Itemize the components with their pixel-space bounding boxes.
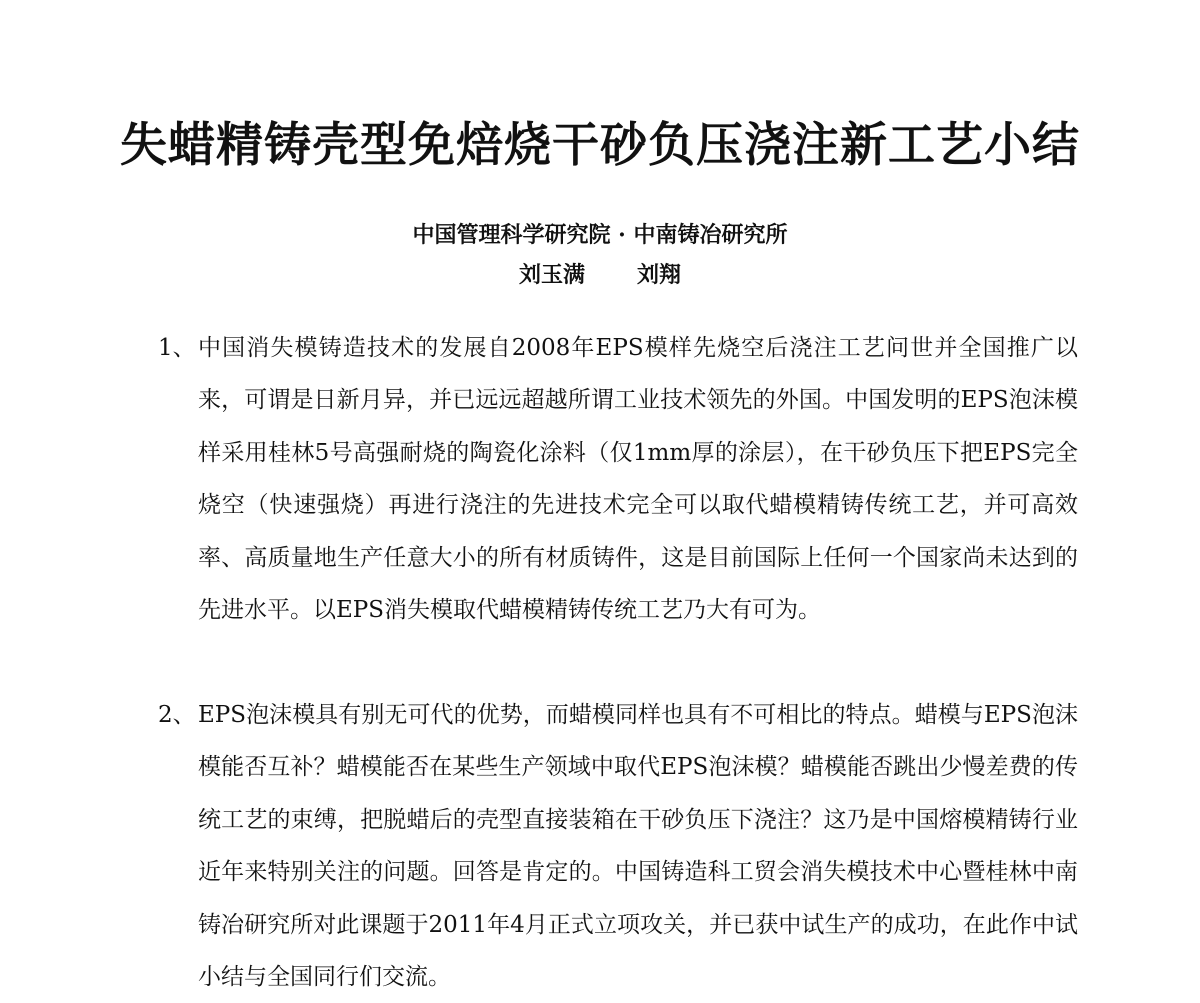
author-affiliation: 中国管理科学研究院 · 中南铸冶研究所 [412, 222, 788, 248]
numbered-paragraph [158, 689, 1078, 1003]
paragraph-number: 1、 [158, 335, 196, 361]
paragraph-number: 2、 [158, 702, 196, 728]
author-names [0, 258, 1200, 289]
paragraph-text: 中国消失模铸造技术的发展自2008年EPS模样先烧空后浇注工艺问世并全国推广以来，可谓是日新月异，并已远远超越所谓工业技术领先的外国。中国发明的EPS泡沫模样采用桂林5号高强耐烧的陶瓷化涂料（仅1mm厚的涂层），在干砂负压下把EPS完全烧空（快速强烧）再进行浇注的先进技术完全可以取代蜡模精铸传统工艺，并可高效率、高质量地生产任意大小的所有材质铸件，这是目前国际上任何一个国家尚未达到的先进水平。以EPS消失模取代蜡模精铸传统工艺乃大有可为。 [198, 335, 1078, 624]
document-title: 失蜡精铸壳型免焙烧干砂负压浇注新工艺小结 [120, 118, 1080, 173]
paragraph-text: EPS泡沫模具有别无可代的优势，而蜡模同样也具有不可相比的特点。蜡模与EPS泡沫模能否互补？蜡模能否在某些生产领域中取代EPS泡沫模？蜡模能否跳出少慢差费的传统工艺的束缚，把脱蜡后的壳型直接装箱在干砂负压下浇注？这乃是中国熔模精铸行业近年来特别关注的问题。回答是肯定的。中国铸造科工贸会消失模技术中心暨桂林中南铸冶研究所对此课题于2011年4月正式立项攻关，并已获中试生产的成功，在此作中试小结与全国同行们交流。 [198, 702, 1078, 991]
author-name: 刘翔 [637, 262, 682, 288]
numbered-paragraph [158, 322, 1078, 636]
author-name: 刘玉满 [518, 262, 585, 288]
